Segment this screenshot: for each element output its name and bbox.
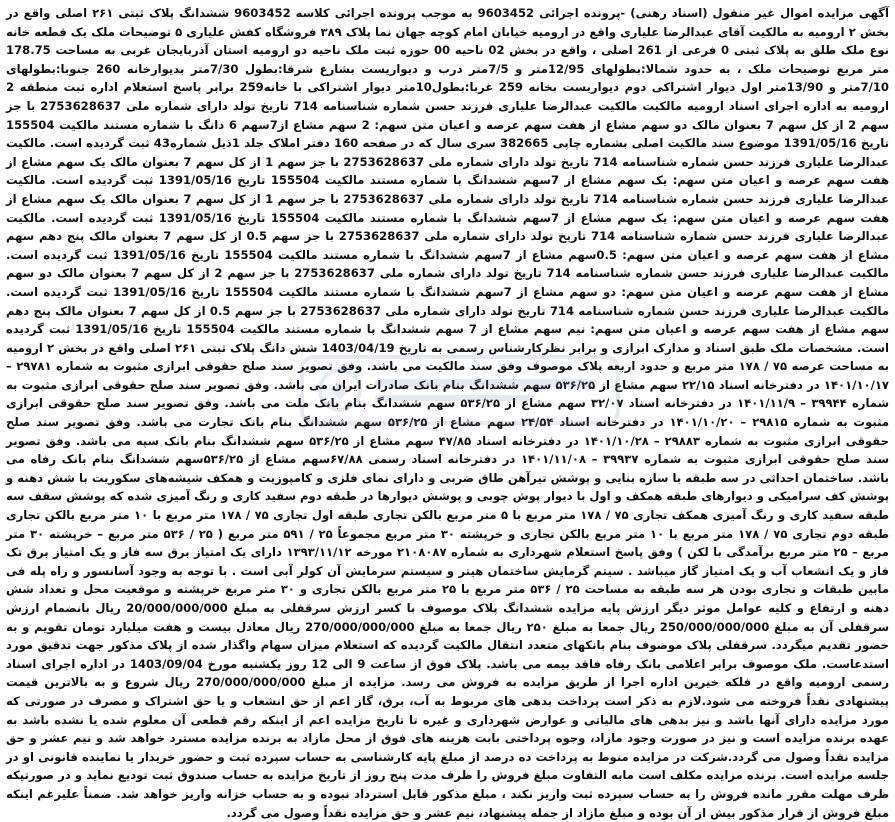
auction-notice-text: آگهی مزایده اموال غیر منقول (اسناد رهنی) -پرونده اجرائی 9603452 به موجب پرونده اجرائی کلاسه 9603452 ششدانگ پلاک ثبتی ۲۶۱ اصلی واقع در بخش ۲ ارومیه به مالکیت آقای عبدالرضا علیاری واقع در ارومیه خیابان امام کوچه جهان نما پلاک ۳۸۹ فروشگاه کفش علیاری ۵ توضیحات ملک یک قطعه خانه نوع ملک طلق به پلاک ثبتی 0 فرعی از 261 اصلی ، واقع در بخش 02 ناحیه 00 حوزه ثبت ملک ناحیه دو ارومیه استان آذربایجان غربی به مساحت 178.75 متر مربع توضیحات ملک ، به حدود شمالا:بطولهای 12/95متر و 7/5متر درب و دیواریست بشارع شرقا:بطول 7/30متر بدیوارخانه 260 جنوبا:بطولهای 7/10متر و 13/90متر اول دیوار اشتراکی دوم دیواریست بخانه 259 غربا:بطول10متر دیوار اشتراکی با خانه259 برابر پاسخ استعلام اداره ثبت منطقه 2 ارومیه به اداره اجرای اسناد ارومیه مالکیت مالکیت عبدالرضا علیاری فرزند حسن شماره شناسنامه 714 تاریخ تولد دارای شماره ملی 2753628637 با جز سهم 2 از کل سهم 7 بعنوان مالک دو سهم مشاع از هفت سهم عرصه و اعیان متن سهم: 2 سهم مشاع از7سهم 6 دانگ با شماره مستند مالکیت 155504 تاریخ 1391/05/16 موضوع سند مالکیت اصلی بشماره چاپی 382665 سری سال که در صفحه 160 دفتر املاک جلد 1ذیل شماره43 ثبت گردیده است. مالکیت عبدالرضا علیاری فرزند حسن شماره شناسنامه 714 تاریخ تولد دارای شماره ملی 2753628637 با جز سهم 1 از کل سهم 7 بعنوان مالک یک سهم مشاع از هفت سهم عرصه و اعیان متن سهم: یک سهم مشاع از 7سهم ششدانگ با شماره مستند مالکیت 155504 تاریخ 1391/05/16 ثبت گردیده است. مالکیت عبدالرضا علیاری فرزند حسن شماره شناسنامه 714 تاریخ تولد دارای شماره ملی 2753628637 با جز سهم 1 از کل سهم 7 بعنوان مالک یک سهم مشاع از هفت سهم عرصه و اعیان متن سهم: یک سهم مشاع از 7سهم ششدانگ با شماره مستند مالکیت 155504 تاریخ 1391/05/16 ثبت گردیده است. مالکیت عبدالرضا علیاری فرزند حسن شماره شناسنامه 714 تاریخ تولد دارای شماره ملی 2753628637 با جز سهم 0.5 از کل سهم 7 بعنوان مالک پنج دهم سهم مشاع از هفت سهم عرصه و اعیان متن سهم: 0.5سهم مشاع از 7سهم ششدانگ با شماره مستند مالکیت 155504 تاریخ 1391/05/16 ثبت گردیده است. مالکیت عبدالرضا علیاری فرزند حسن شماره شناسنامه 714 تاریخ تولد دارای شماره ملی 2753628637 با جز سهم 2 از کل سهم 7 بعنوان مالک دو سهم مشاع از هفت سهم عرصه و اعیان متن سهم: دو سهم مشاع از 7سهم ششدانگ با شماره مستند مالکیت 155504 تاریخ 1391/05/16 ثبت گردیده است. مالکیت عبدالرضا علیاری فرزند حسن شماره شناسنامه 714 تاریخ تولد دارای شماره ملی 2753628637 با جز سهم 0.5 از کل سهم 7 بعنوان مالک پنج دهم سهم مشاع از هفت سهم عرصه و اعیان متن سهم: نیم سهم مشاع از 7 سهم ششدانگ با شماره مستند مالکیت 155504 تاریخ 1391/05/16 ثبت گردیده است. مشخصات ملک طبق اسناد و مدارک ابرازی و برابر نظرکارشناس رسمی به تاریخ 1403/04/19 شش دانگ پلاک ثبتی ۲۶۱ اصلی واقع در بخش ۲ ارومیه به مساحت عرصه ۷۵ / ۱۷۸ متر مربع و حدود اربعه پلاک موصوف وفق سند مالکیت می باشد. وفق تصویر سند صلح حقوقی ابرازی مثبوت به شماره ۲۹۷۸۱ – ۱۴۰۱/۱۰/۱۷ در دفترخانه اسناد ۲۲/۱۵ سهم مشاع از ۵۳۶/۲۵ سهم ششدانگ بنام بانک صادرات ایران می باشد. وفق تصویر سند صلح حقوقی ابرازی مثبوت به شماره ۳۹۹۴۴ – ۱۴۰۱/۱۱/۹ در دفترخانه اسناد ۳۲/۰۷ سهم مشاع از ۵۳۶/۲۵ سهم ششدانگ بنام بانک ملت می باشد. وفق تصویر سند صلح حقوقی ابرازی مثبوت به شماره ۲۹۸۱۵ – ۱۴۰۱/۱۰/۲۰ در دفترخانه اسناد ۲۴/۵۴ سهم مشاع از ۵۳۶/۲۵ سهم ششدانگ بنام بانک تجارت می باشد. وفق تصویر سند صلح حقوقی ابرازی مثبوت به شماره ۲۹۸۸۳ – ۱۴۰۱/۱۰/۲۸ در دفترخانه اسناد ۴۷/۸۵ سهم مشاع از ۵۳۶/۲۵ سهم ششدانگ بنام بانک سپه می باشد. وفق تصویر سند صلح حقوقی ابرازی مثبوت به شماره ۳۹۹۳۷ – ۱۴۰۱/۱۱/۰۸ در دفترخانه اسناد رسمی ۶۷/۸۸سهم مشاع از ۵۳۶/۲۵سهم ششدانگ بنام بانک رفاه می باشد. ساختمان احداثی در سه طبقه با سازه بنایی و پوشش تیرآهن طاق ضربی و دارای نمای فلزی و کامپوزیت و همکف شیشه‌های سکوریت با شش دهنه و پوشش کف سرامیکی و دیوارهای طبقه همکف و اول با دیوار پوش چوبی و پوشش دیوارها در طبقه دوم سفید کاری و رنگ آمیزی شده که پوشش سقف سه طبقه سفید کاری و رنگ آمیزی همکف تجاری ۷۵ / ۱۷۸ متر مربع با ۵ متر مربع بالکن تجاری طبقه اول تجاری ۷۵ / ۱۷۸ متر مربع با ۱۰ متر مربع بالکن تجاری طبقه دوم تجاری ۷۵ / ۱۷۸ متر مربع با ۱۰ متر مربع بالکن تجاری و خرپشته ۳۰ متر مربع مجموعاً ۲۵ / ۵۹۱ متر مربع ( ۲۵ / ۵۳۶ متر مربع – خرپشته ۳۰ متر مربع – ۲۵ متر مربع برآمدگی با لکن ) وفق پاسخ استعلام شهرداری به شماره ۲۱۰۸۰۸۷ مورخه ۱۳۹۳/۱۱/۱۲ دارای یک امتیاز برق سه فاز و یک امتیاز برق تک فاز و یک انشعاب آب و یک امتیاز گاز میباشد . سیتم گرمایش ساختمان هیتر و سیستم سرمایش آن کولر آبی است . با توجه به وجود آسانسور و راه پله فی مابین طبقات و تجاری بودن هر سه طبقه به مساحت ۲۵ / ۵۳۶ متر مربع با ۲۵ متر مربع بالکن تجاری و ۳۰ متر مربع خرپشته و موقعیت محل و تعداد شش دهنه و ارتفاع و کلیه عوامل موثر دیگر ارزش پایه مزایده ششدانگ پلاک موصوف با کسر ارزش سرقفلی به مبلغ 20/000/000/000 ریال بانضمام ارزش سرقفلی آن به مبلغ 250/000/000/000 ریال جمعا به مبلغ ۲۵۰ ریال جمعا به مبلغ 270/000/000/000 ریال معادل بیست و هفت میلیارد تومان تقویم و به حضور تقدیم میگردد. سرقفلی پلاک موصوف بنام بانکهای متعدد انتقال مالکیت گردیده که استعلام میزان سهام واگذار شده از پلاک مذکور جهت تدقیق مورد استدعاست. ملک موصوف برابر اعلامی بانک رفاه فاقد بیمه می باشد. پلاک فوق از ساعت 9 الی 12 روز یکشنبه مورخ 1403/09/04 در اداره اجرای اسناد رسمی ارومیه واقع در فلکه خیرین اداره اجرا از طریق مزایده به فروش می رسد. مزایده از مبلغ 270/000/000/000 ریال شروع و به بالاترین قیمت پیشنهادی نقداً فروخته می شود.لازم به ذکر است پرداخت بدهی های مربوط به آب، برق، گاز اعم از حق انشعاب و یا حق اشتراک و مصرف در صورتی که مورد مزایده دارای آنها باشد و نیز بدهی های مالیاتی و عوارض شهرداری و غیره تا تاریخ مزایده اعم از اینکه رقم قطعی آن معلوم شده یا نشده باشد به عهده برنده مزایده است و نیز در صورت وجود مازاد، وجوه پرداختی بابت هزینه های فوق از محل مازاد به برنده مزایده مسترد خواهد شد و نیم عشر و حق مزایده نقداً وصول می گردد.شرکت در مزایده منوط به پرداخت ده درصد از مبلغ پایه کارشناسی به حساب سپرده ثبت و حضور خریدار یا نماینده قانونی او در جلسه مزایده است. برنده مزایده مکلف است مابه التفاوت مبلغ فروش را ظرف مدت پنج روز از تاریخ مزایده به حساب صندوق ثبت تودیع نماید و در صورتیکه ظرف مهلت مقرر مانده فروش را به حساب سپرده ثبت واریز نکند ، مبلغ مذکور قابل استرداد نبوده و به حساب خزانه واریز خواهد شد. ضمناً علیرغم اینکه مبلغ فروش از قرار مذکور بیش از آن بوده و مبلغ مازاد از جمله پیشنهاد، نیم عشر و حق مزایده نقداً وصول می گردد. (6, 6, 890, 820)
